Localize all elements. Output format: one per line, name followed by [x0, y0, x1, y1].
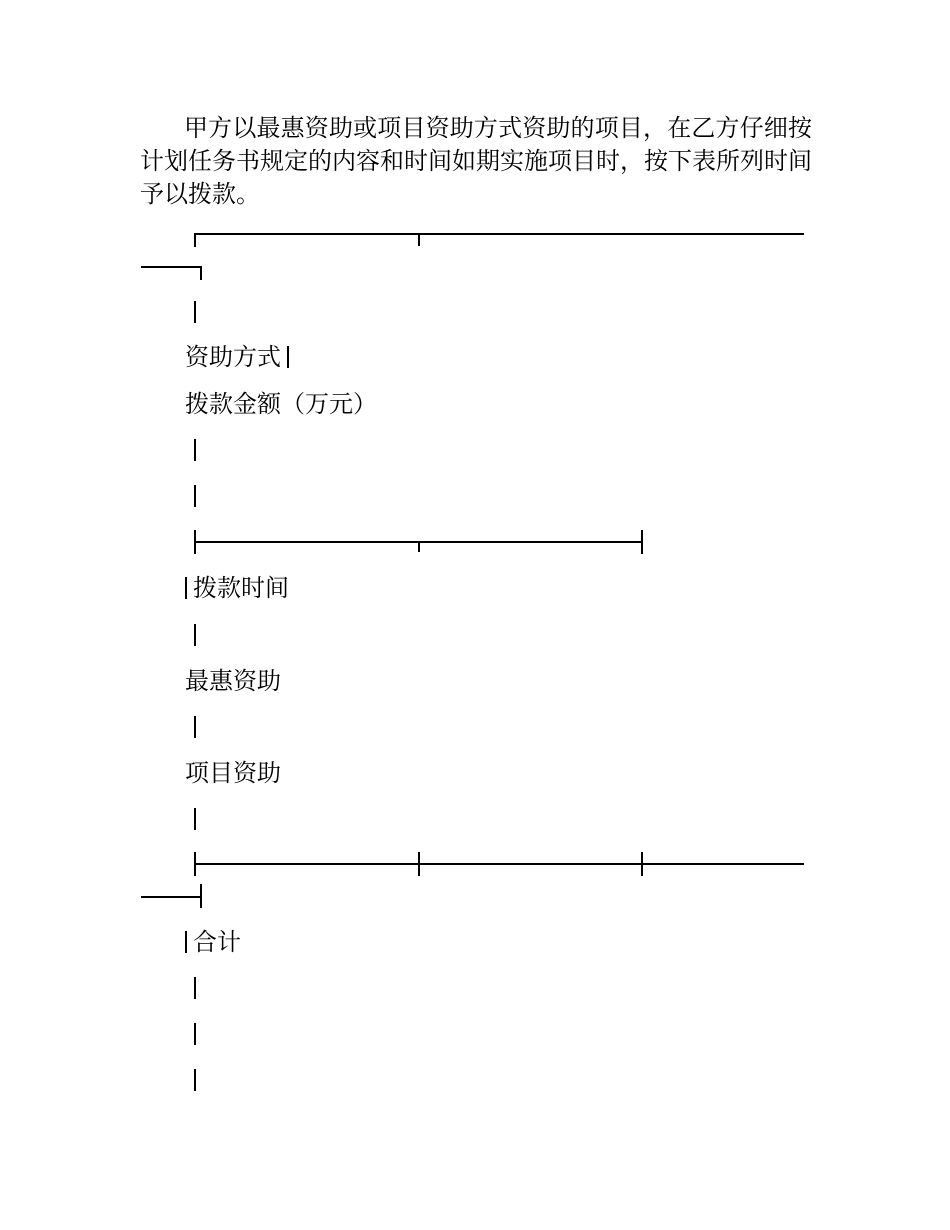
- table-cell-divider: [194, 439, 196, 461]
- row-preferential-funding: 最惠资助: [185, 667, 281, 695]
- intro-paragraph: 甲方以最惠资助或项目资助方式资助的项目，在乙方仔细按计划任务书规定的内容和时间如期实施项目时，按下表所列时间予以拨款。: [140, 114, 812, 208]
- row-total: 合计: [185, 926, 241, 958]
- table-cell-divider: [194, 1023, 196, 1045]
- table-cell-divider: [185, 931, 187, 953]
- header-amount: 拨款金额（万元）: [185, 390, 377, 418]
- table-cell-divider: [194, 977, 196, 999]
- header-funding-method: 资助方式: [185, 341, 289, 373]
- table-cell-divider: [194, 301, 196, 323]
- row-project-funding: 项目资助: [185, 759, 281, 787]
- table-cell-divider: [194, 1069, 196, 1091]
- table-cell-divider: [185, 577, 187, 599]
- header-time: 拨款时间: [185, 572, 289, 604]
- table-cell-divider: [194, 716, 196, 738]
- table-cell-divider: [287, 346, 289, 368]
- table-cell-divider: [194, 624, 196, 646]
- table-cell-divider: [194, 485, 196, 507]
- table-cell-divider: [194, 808, 196, 830]
